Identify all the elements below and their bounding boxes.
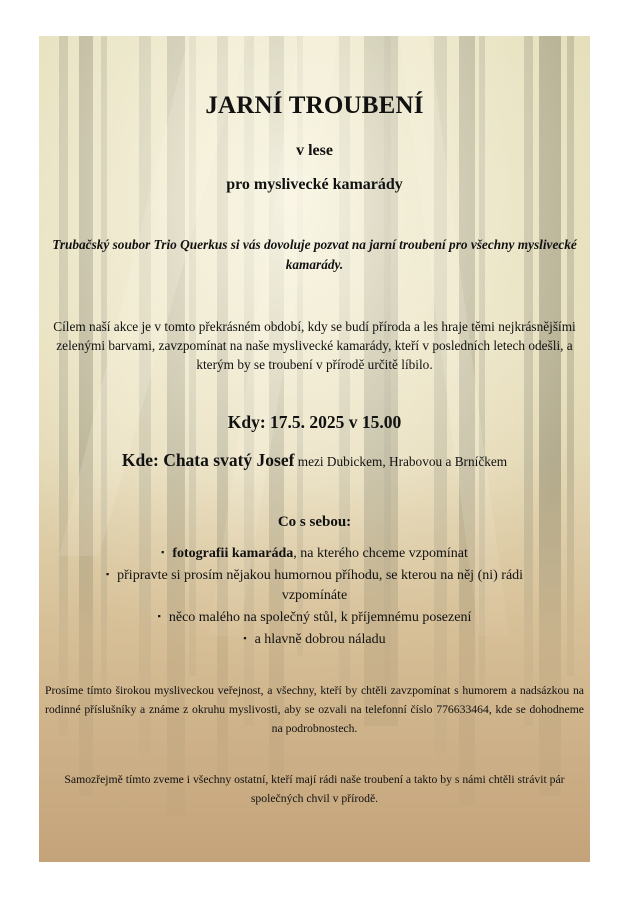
aim-paragraph: Cílem naší akce je v tomto překrásném období, kdy se budí příroda a les hraje těmi nejkrásnějšími zelenými barvami, zavzpomínat na naše myslivecké kamarády, kteří v posledních letech odešli, a kterým by se troubení v přírodě určitě líbilo. [53,319,576,372]
list-item-text: , na kterého chceme vzpomínat [293,546,468,561]
public-appeal-paragraph: Prosíme tímto širokou mysliveckou veřejnost, a všechny, kteří by chtěli zavzpomínat s humorem a nadsázkou na rodinné příslušníky a známe z okruhu myslivosti, aby se ozvali na telefonní číslo 776633464, kde se dohodneme na podrobnostech. [45,684,584,735]
flyer-subtitle-location: v lese [296,142,333,159]
event-location-detail: mezi Dubickem, Hrabovou a Brníčkem [294,454,508,469]
flyer-subtitle-audience: pro myslivecké kamarády [226,176,403,193]
event-location [39,450,590,471]
square-bullet-icon: ▪ [161,547,165,557]
event-location-place: Kde: Chata svatý Josef [121,450,295,470]
closing-paragraph: Samozřejmě tímto zveme i všechny ostatní, kteří mají rádi naše troubení a takto by s námi chtěli strávit pár společných chvil v přírodě. [64,773,565,805]
list-item-bold: fotografii kamaráda [172,546,294,561]
list-item-text: připravte si prosím nějakou humornou příhodu, se kterou na něj (ni) rádi vzpomínáte [117,568,524,603]
flyer-title: JARNÍ TROUBENÍ [205,92,424,119]
list-item [79,628,550,650]
bring-heading: Co s sebou: [277,514,352,530]
square-bullet-icon: ▪ [157,611,161,621]
invitation-paragraph: Trubačský soubor Trio Querkus si vás dovoluje pozvat na jarní troubení pro všechny myslivecké kamarády. [52,237,577,272]
flyer-content [39,36,590,862]
list-item-text: něco malého na společný stůl, k příjemnému posezení [168,610,472,625]
event-date-time: Kdy: 17.5. 2025 v 15.00 [227,412,402,432]
list-item-text: a hlavně dobrou náladu [254,632,386,647]
list-item [79,564,550,606]
bring-list [79,542,550,650]
list-item [79,542,550,564]
list-item [79,606,550,628]
square-bullet-icon: ▪ [105,569,110,579]
square-bullet-icon: ▪ [243,633,247,643]
